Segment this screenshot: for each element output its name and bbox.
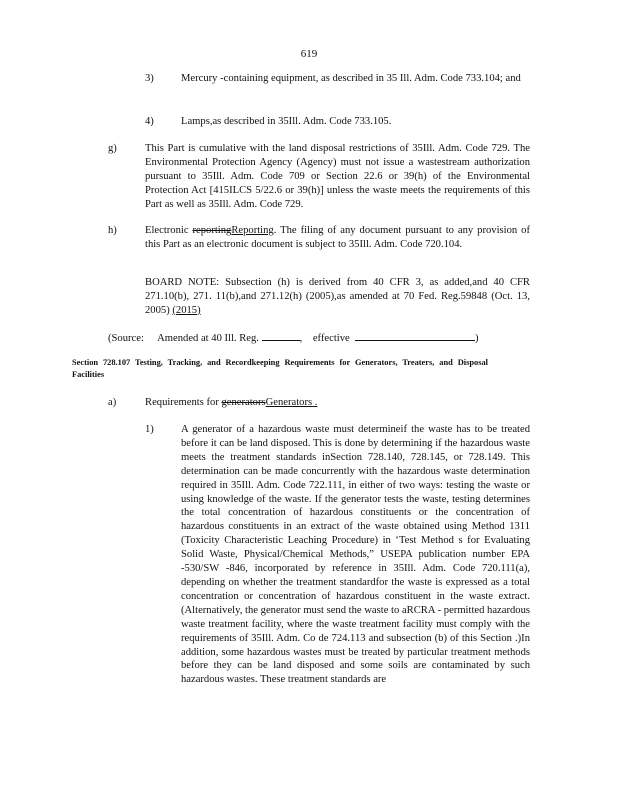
subitem-text-1: A generator of a hazardous waste must determineif the waste has to be treated before it can be land disposed. This is done by determining if the hazardous waste meets the treatment standards inSection 728.140, 728.145, or 728.149. This determination can be made concurrently with the hazardous waste determination required in 35Ill. Adm. Code 722.111, in either of two ways: testing the waste or using knowledge of the waste. If the generator tests the waste, testing determines the total concentration of hazardous constituents or the concentration of hazardous constituents in an extract of the waste obtained using Method 1311 (Toxicity Characteristic Leaching Procedure) in ‘Test Method s for Evaluating Solid Waste, Physical/Chemical Methods,” USEPA publication number EPA -530/SW -846, incorporated by reference in 35Ill. Adm. Code 720.111(a), depending on whether the treatment standardfor the waste is expressed as a total concentration or concentration of hazardous constituent in the waste extract. (Alternatively, the generator must send the waste to aRCRA - permitted hazardous waste treatment facility, where the waste treatment facility must comply with the requirements of 35Ill. Adm. Co de 724.113 and subsection (b) of this Section .)In addition, some hazardous wastes must be treated by particular treatment methods before they can be land disposed and some soils are contaminated by such hazardous wastes. These treatment standards are: [181, 424, 530, 686]
subsection-label-h: h): [108, 225, 117, 236]
added-word-reporting: Reporting: [231, 225, 274, 236]
source-suffix: ): [475, 333, 479, 344]
item-text-3: Mercury -containing equipment, as described in 35 Ill. Adm. Code 733.104; and: [181, 73, 521, 84]
subsection-text-g: This Part is cumulative with the land disposal restrictions of 35Ill. Adm. Code 729. The Environmental Protection Agency (Agency) must not issue a wastestream authorization pursuant to 35Ill. Adm. Code 709 or Section 22.6 or 39(h) of the Environmental Protection Act [415ILCS 5/22.6 or 39(h)] unless the waste meets the requirements of this Part as well as 35Ill. Adm. Code 729.: [145, 143, 530, 210]
struck-word-generators: generators: [221, 397, 266, 408]
board-note-added-year: (2015): [172, 304, 201, 316]
struck-word-reporting: reporting: [192, 225, 232, 236]
subitem-label-1: 1): [145, 424, 154, 435]
source-amended: Amended at 40 Ill. Reg.: [157, 333, 259, 344]
section-heading: Section 728.107 Testing, Tracking, and Recordkeeping Requirements for Generators, Treaters, and Disposal Facilities: [72, 358, 488, 379]
source-line: (Source: Amended at 40 Ill. Reg. , effective ): [108, 330, 528, 346]
added-word-generators: Generators: [265, 397, 313, 408]
subsection-text-h: [145, 224, 530, 252]
subsection-text-a: [145, 396, 530, 410]
reg-blank: [262, 330, 300, 341]
subsection-label-a: a): [108, 397, 117, 408]
item-label-3: 3): [145, 73, 154, 84]
board-note: [145, 276, 530, 318]
source-effective: effective: [312, 333, 350, 344]
board-note-text: BOARD NOTE: Subsection (h) is derived from 40 CFR 3, as added,and 40 CFR 271.10(b), 271. 11(b),and 271.12(h) (2005),as amended at 70 Fed. Reg.59848 (Oct. 13, 2005): [145, 277, 530, 316]
effective-date-blank: [355, 330, 475, 341]
subsection-label-g: g): [108, 143, 117, 154]
subsection-h-pre: Electronic: [145, 225, 193, 236]
item-text-4: Lamps,as described in 35Ill. Adm. Code 733.105.: [181, 116, 392, 127]
page-number: 619: [300, 48, 318, 60]
item-label-4: 4): [145, 116, 154, 127]
subsection-h-post: . The filing of any document pursuant to any provision of this Part as an electronic document is subject to 35Ill. Adm. Code 720.104.: [145, 225, 530, 250]
subsection-a-pre: Requirements for: [145, 397, 222, 408]
source-prefix: (Source:: [108, 333, 144, 344]
added-period: .: [312, 397, 318, 408]
